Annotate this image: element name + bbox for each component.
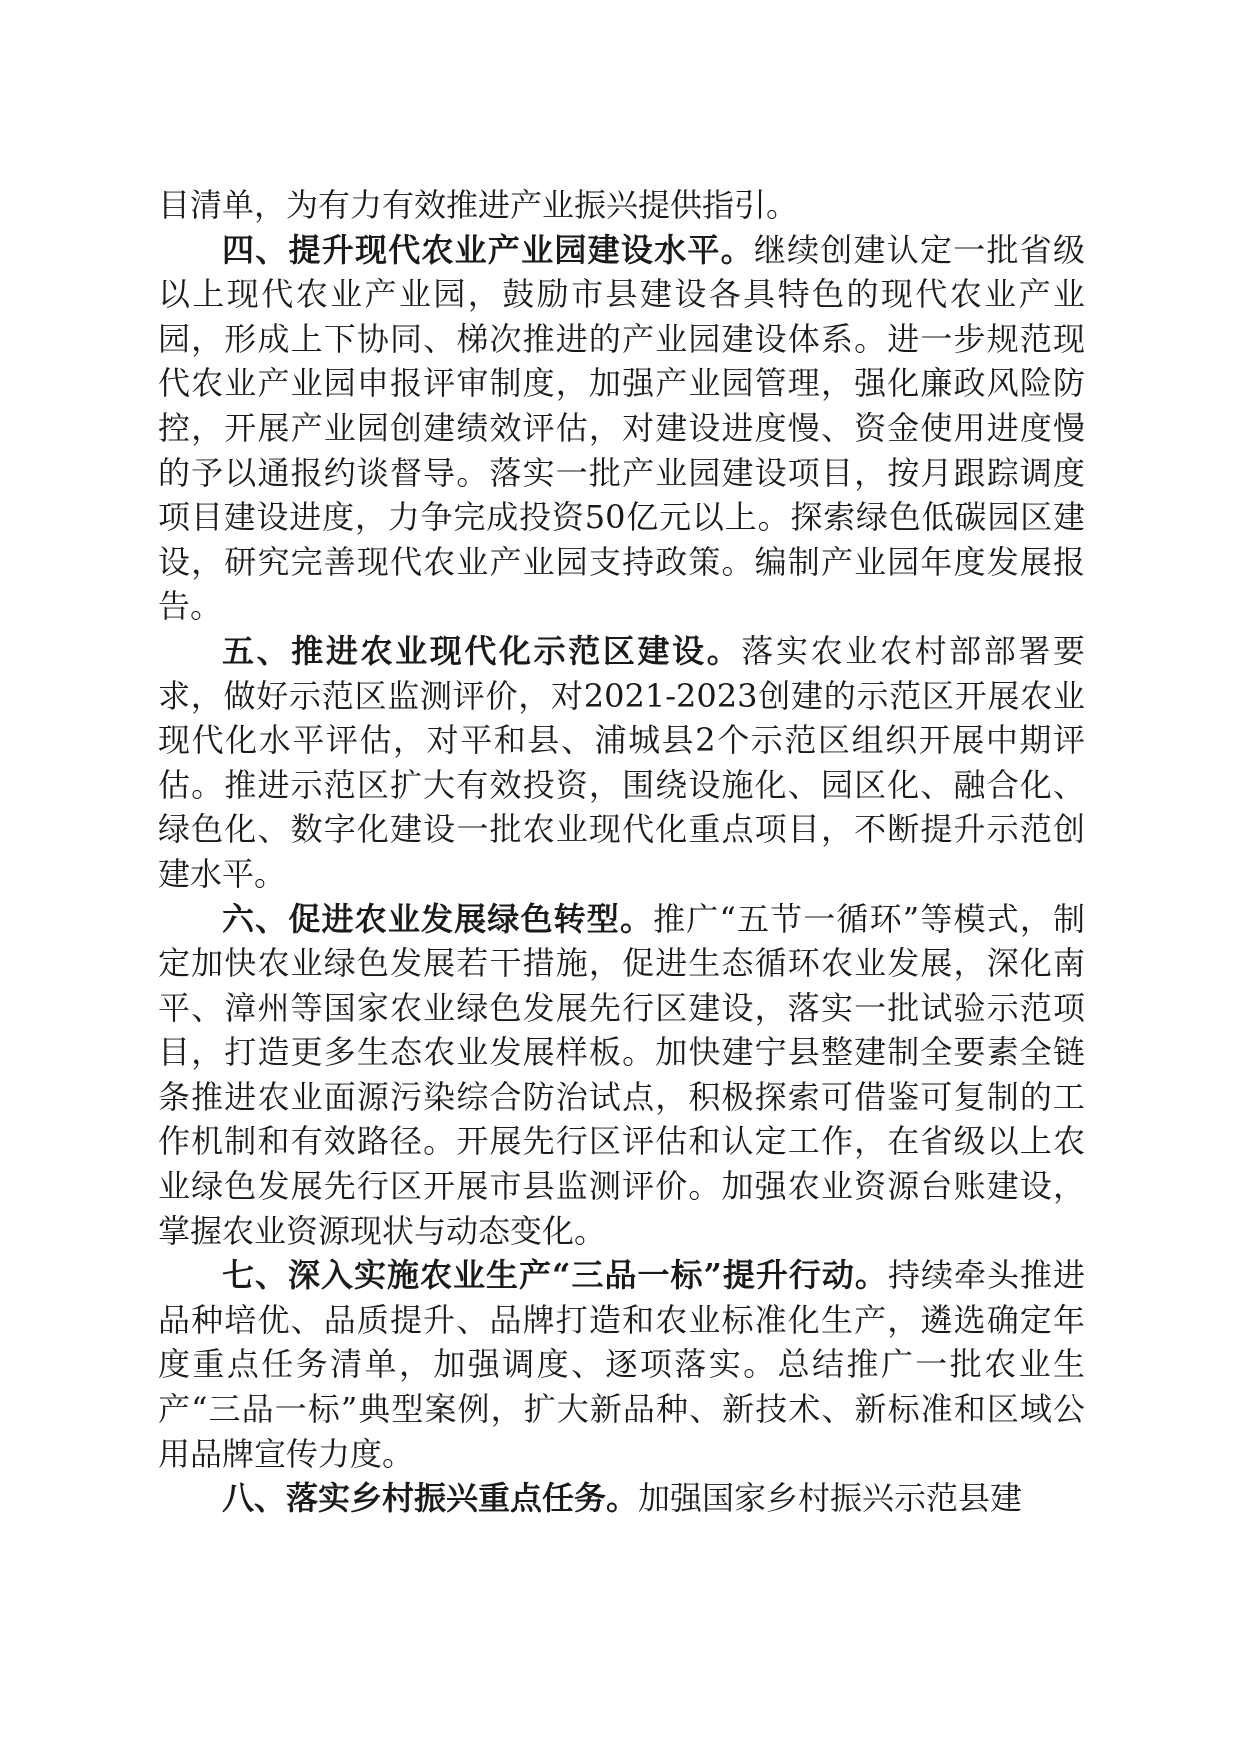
section-7-paragraph xyxy=(158,1253,1085,1476)
section-6-body: 推广“五节一循环”等模式，制定加快农业绿色发展若干措施，促进生态循环农业发展，深化南平、漳州等国家农业绿色发展先行区建设，落实一批试验示范项目，打造更多生态农业发展样板。加快建宁县整建制全要素全链条推进农业面源污染综合防治试点，积极探索可借鉴可复制的工作机制和有效路径。开展先行区评估和认定工作，在省级以上农业绿色发展先行区开展市县监测评价。加强农业资源台账建设，掌握农业资源现状与动态变化。 xyxy=(158,899,1085,1250)
section-7-body: 持续牵头推进品种培优、品质提升、品牌打造和农业标准化生产，遴选确定年度重点任务清单，加强调度、逐项落实。总结推广一批农业生产“三品一标”典型案例，扩大新品种、新技术、新标准和区域公用品牌宣传力度。 xyxy=(158,1256,1085,1473)
section-8-heading: 八、落实乡村振兴重点任务。 xyxy=(222,1479,639,1518)
continuation-paragraph: 目清单，为有力有效推进产业振兴提供指引。 xyxy=(158,186,799,224)
section-4-paragraph xyxy=(158,228,1085,629)
section-5-heading: 五、推进农业现代化示范区建设。 xyxy=(222,631,742,670)
section-5-paragraph xyxy=(158,629,1085,897)
section-8-body: 加强国家乡村振兴示范县建 xyxy=(638,1479,1023,1518)
section-4-heading: 四、提升现代农业产业园建设水平。 xyxy=(222,230,754,269)
section-7-heading: 七、深入实施农业生产“三品一标”提升行动。 xyxy=(222,1256,888,1295)
section-8-paragraph xyxy=(158,1476,1085,1521)
section-4-body: 继续创建认定一批省级以上现代农业产业园，鼓励市县建设各具特色的现代农业产业园，形成上下协同、梯次推进的产业园建设体系。进一步规范现代农业产业园申报评审制度，加强产业园管理，强化廉政风险防控，开展产业园创建绩效评估，对建设进度慢、资金使用进度慢的予以通报约谈督导。落实一批产业园建设项目，按月跟踪调度项目建设进度，力争完成投资50亿元以上。探索绿色低碳园区建设，研究完善现代农业产业园支持政策。编制产业园年度发展报告。 xyxy=(158,230,1085,626)
section-5-body: 落实农业农村部部署要求，做好示范区监测评价，对2021-2023创建的示范区开展农业现代化水平评估，对平和县、浦城县2个示范区组织开展中期评估。推进示范区扩大有效投资，围绕设施化、园区化、融合化、绿色化、数字化建设一批农业现代化重点项目，不断提升示范创建水平。 xyxy=(158,631,1085,893)
section-6-paragraph xyxy=(158,897,1085,1254)
section-6-heading: 六、促进农业发展绿色转型。 xyxy=(222,899,654,938)
document-page xyxy=(158,183,1085,1521)
